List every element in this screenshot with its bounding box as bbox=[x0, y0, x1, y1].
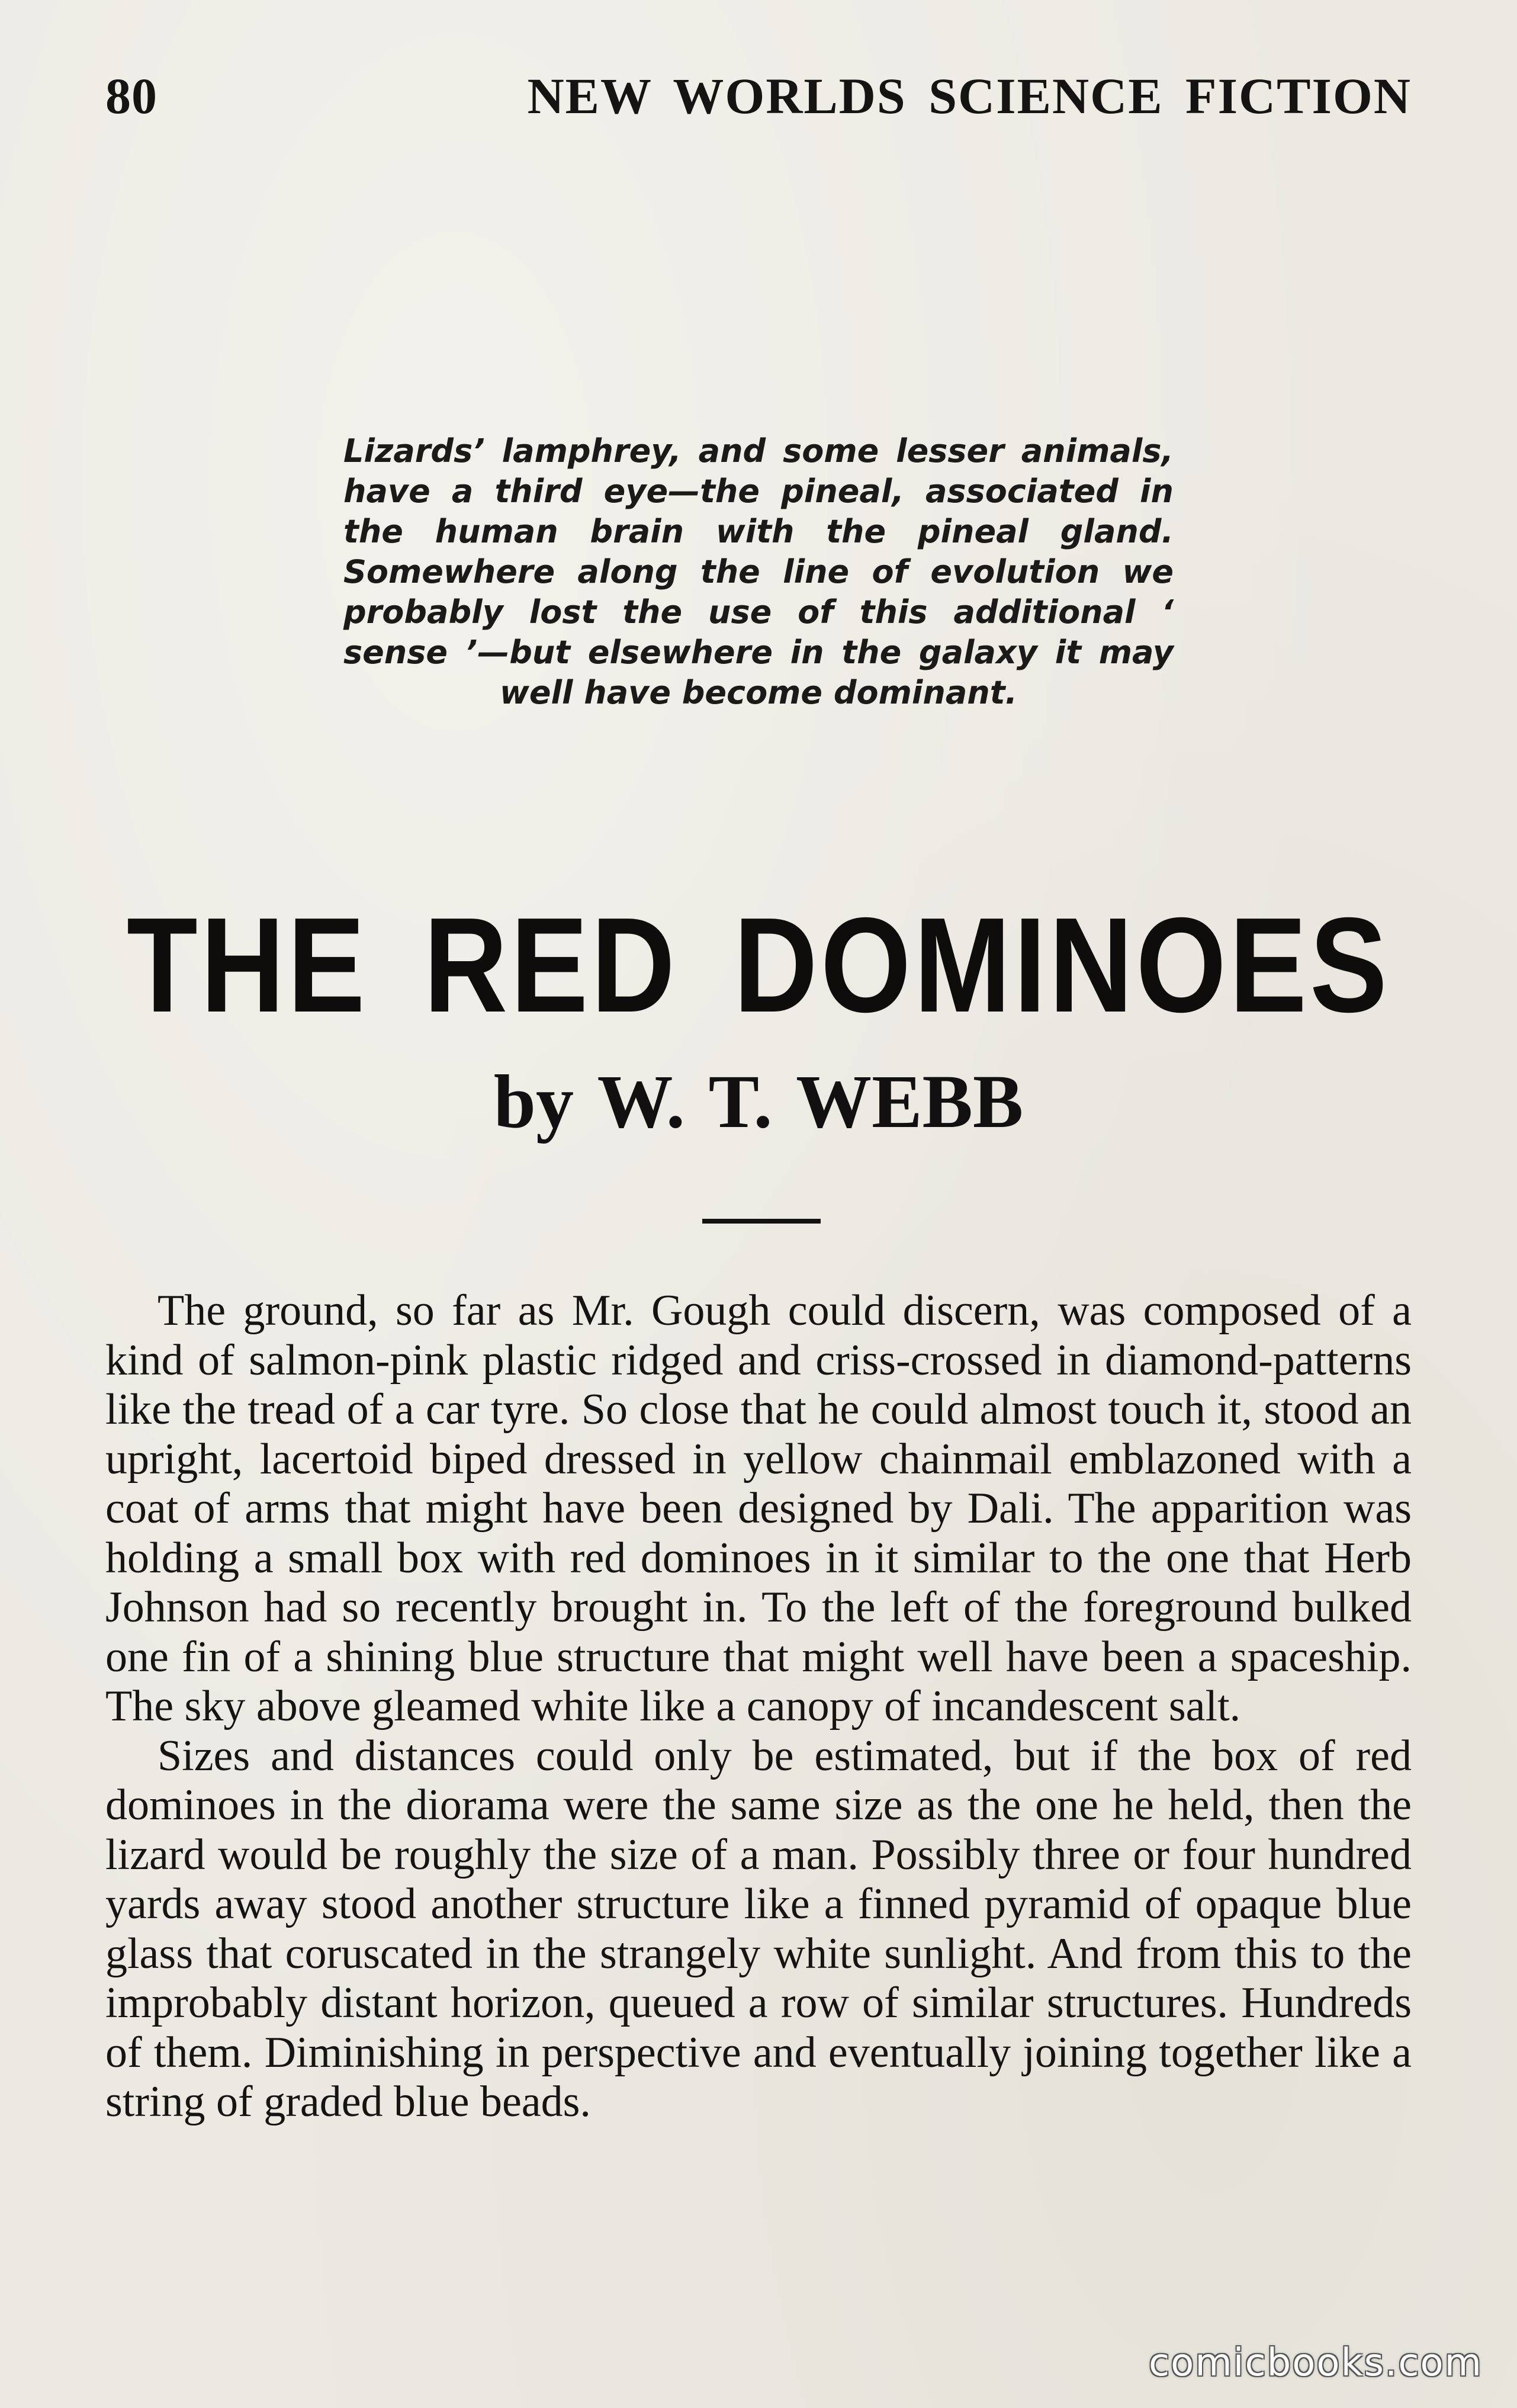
magazine-title: NEW WORLDS SCIENCE FICTION bbox=[527, 68, 1412, 124]
blurb-text: Lizards’ lamphrey, and some lesser animals, have a third eye—the pineal, associated in the human brain with the pineal gland. Somewhere along the line of evolution we probably lost the use of this additional ‘ sense ’—but elsewhere in the galaxy it may well have become dominant. bbox=[343, 432, 1174, 711]
story-title: THE RED DOMINOES bbox=[126, 890, 1391, 1041]
title-divider bbox=[702, 1219, 821, 1224]
story-byline: by W. T. WEBB bbox=[493, 1059, 1024, 1144]
page-number: 80 bbox=[105, 68, 158, 124]
site-watermark: comicbooks.com bbox=[1148, 2341, 1483, 2385]
story-paragraph-1: The ground, so far as Mr. Gough could discern, was composed of a kind of salmon-pink plastic ridged and criss-crossed in diamond-patterns like the tread of a car tyre. So close that he could almost touch it, stood an upright, lacertoid biped dressed in yellow chainmail emblazoned with a coat of arms that might have been designed by Dali. The apparition was holding a small box with red dominoes in it similar to the one that Herb Johnson had so recently brought in. To the left of the foreground bulked one fin of a shining blue structure that might well have been a spaceship. The sky above gleamed white like a canopy of incandescent salt. bbox=[105, 1286, 1412, 1730]
story-blurb bbox=[343, 431, 1174, 713]
story-paragraph-2: Sizes and distances could only be estimated, but if the box of red dominoes in the diorama were the same size as the one he held, then the lizard would be roughly the size of a man. Possibly three or four hundred yards away stood another structure like a finned pyramid of opaque blue glass that coruscated in the strangely white sunlight. And from this to the improbably distant horizon, queued a row of similar structures. Hundreds of them. Diminishing in perspective and eventually joining together like a string of graded blue beads. bbox=[105, 1731, 1412, 2126]
running-head bbox=[105, 66, 1412, 126]
story-body bbox=[105, 1286, 1412, 2127]
